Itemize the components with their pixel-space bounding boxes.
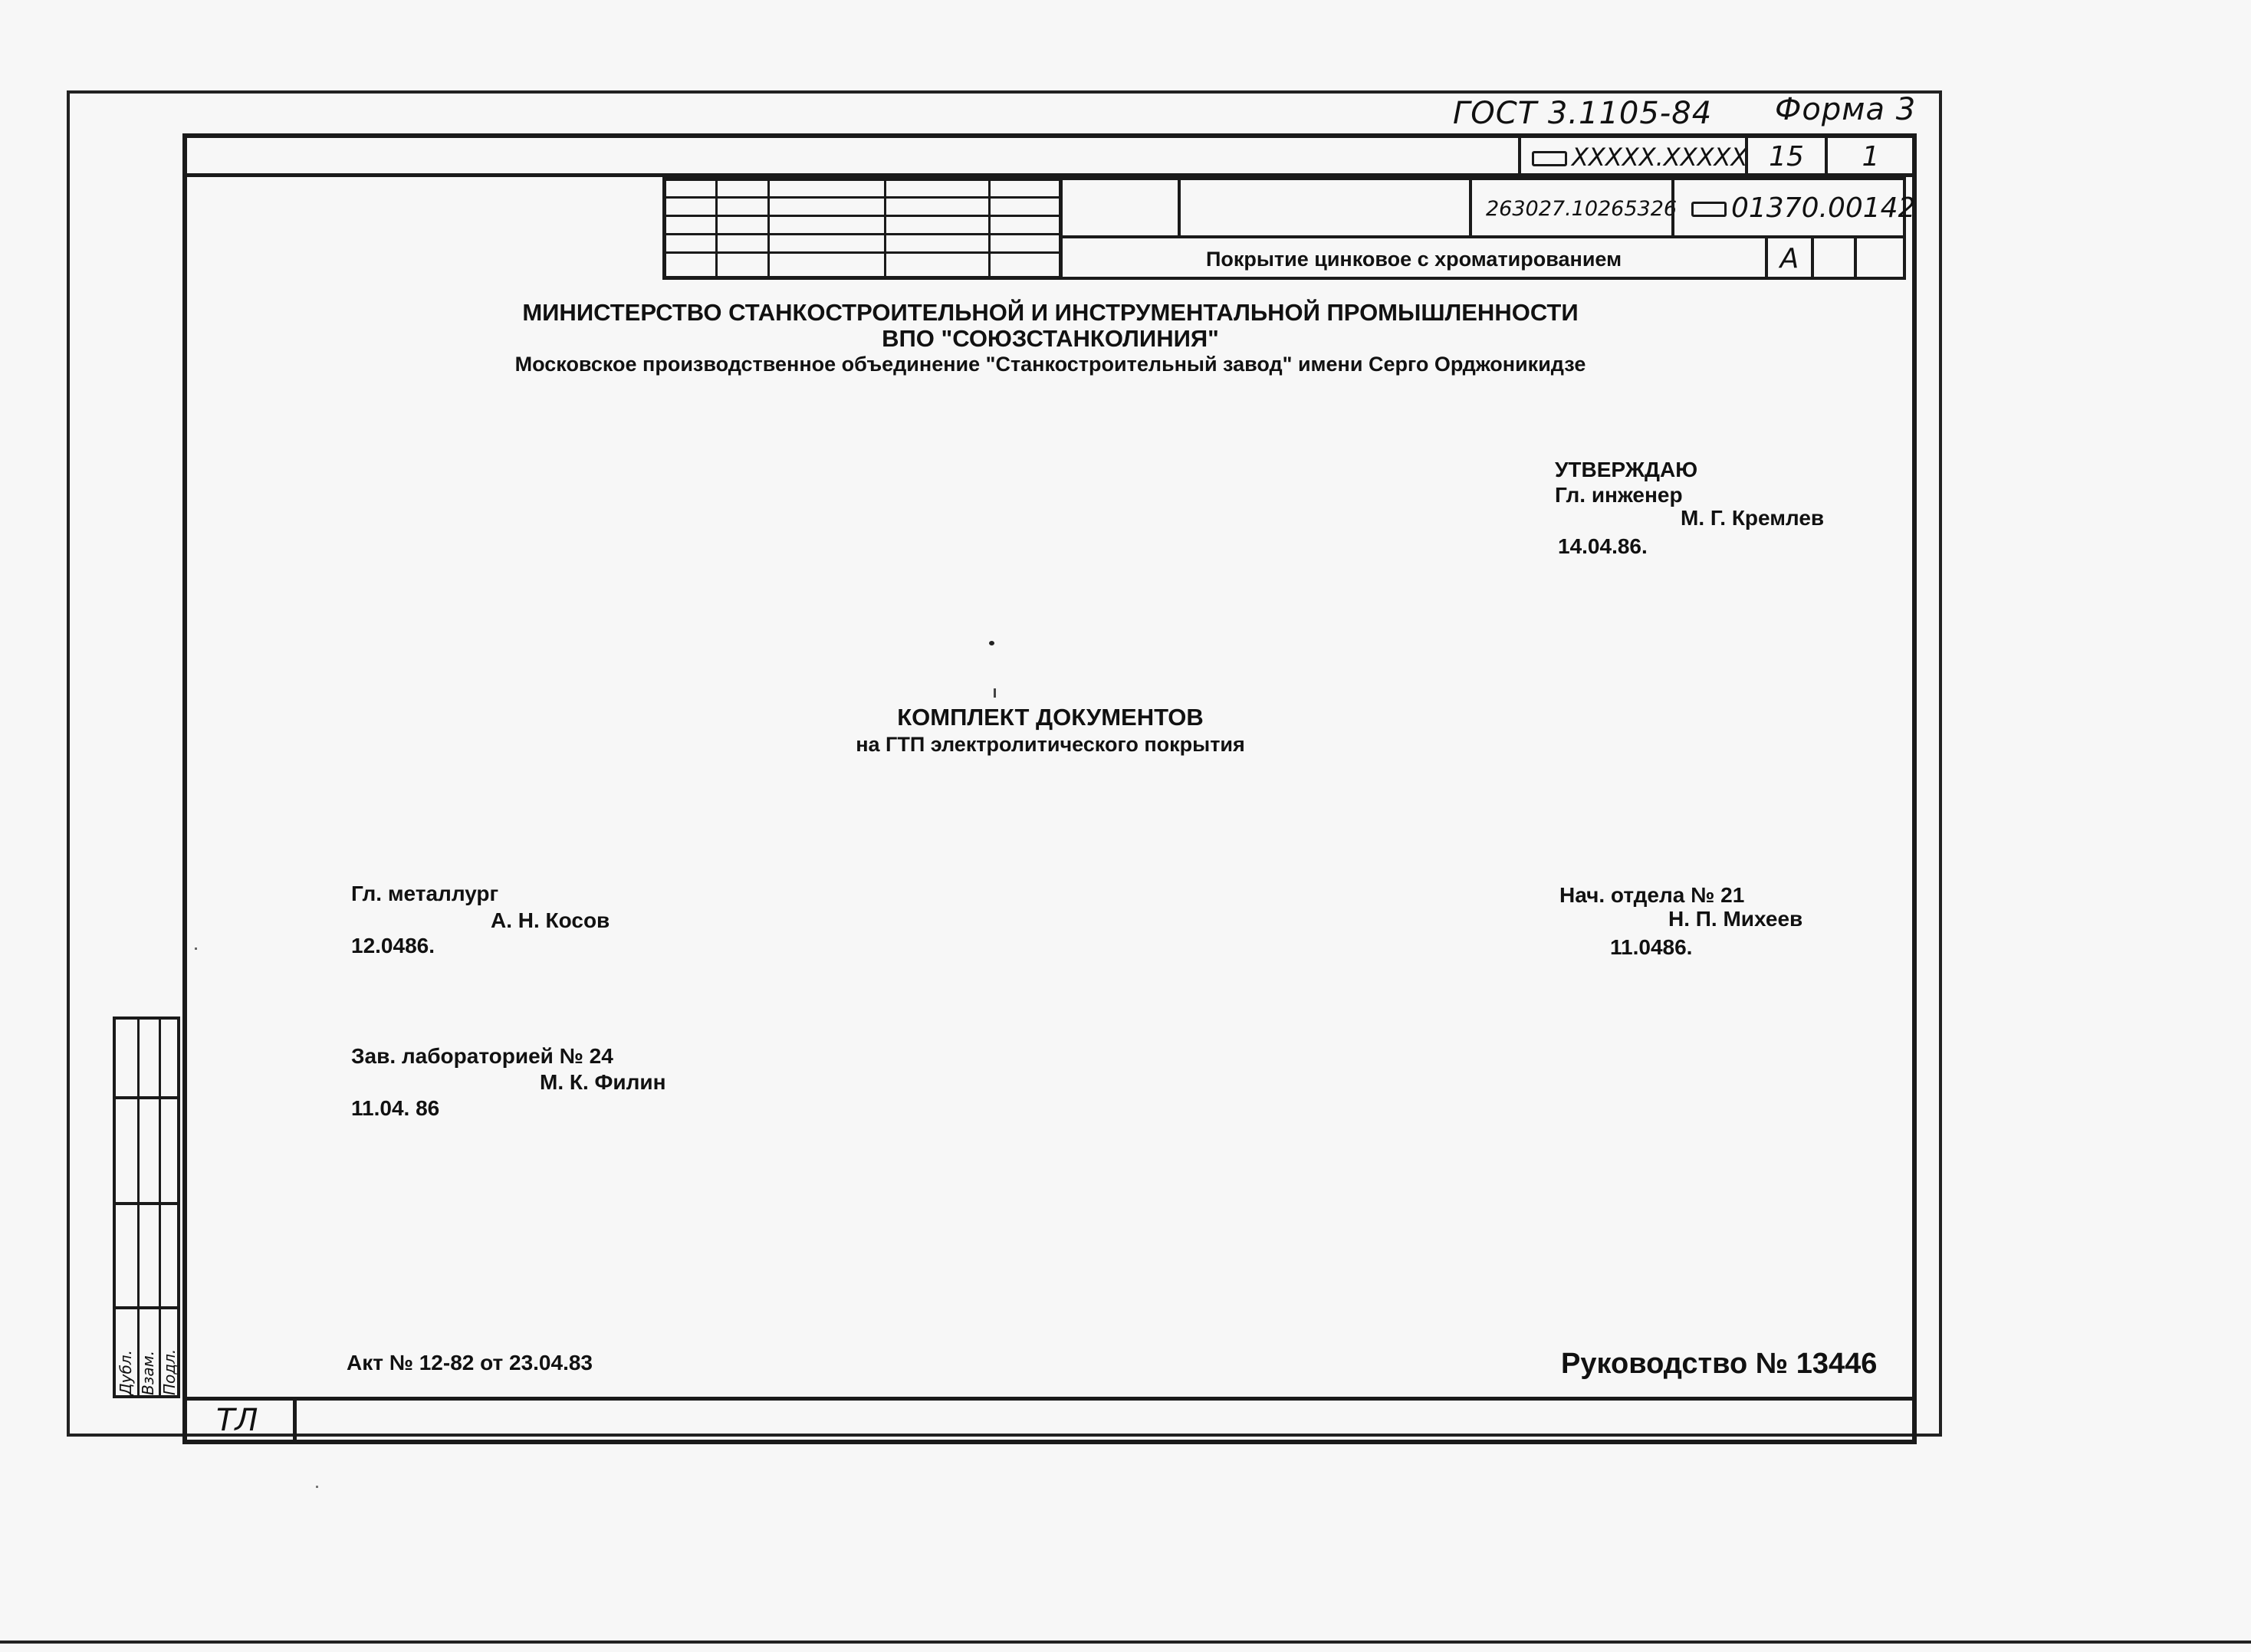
change-record-grid [662, 177, 1063, 280]
scan-speck-4 [316, 1486, 318, 1488]
document-icon-2 [1691, 202, 1727, 217]
scan-speck [989, 641, 994, 645]
signature-role: Гл. металлург [351, 882, 499, 905]
signature-date: 11.04. 86 [351, 1096, 440, 1120]
scan-speck-3 [195, 948, 197, 950]
bottom-band-line [182, 1397, 1917, 1401]
form-number: Форма 3 [1775, 92, 1917, 127]
sheet-number: 1 [1862, 141, 1880, 172]
part-code: 263027.10265326 [1486, 197, 1678, 221]
signature-name: А. Н. Косов [491, 908, 610, 932]
document-icon [1532, 151, 1567, 166]
letter-cell [1765, 235, 1814, 280]
vpo-name: ВПО "СОЮЗСТАНКОЛИНИЯ" [882, 325, 1219, 352]
gost-standard: ГОСТ 3.1105-84 [1453, 96, 1713, 131]
doc-code-cell [1518, 133, 1748, 176]
side-stamp-label: Дубл. [117, 1350, 135, 1395]
signature-name: М. К. Филин [540, 1070, 666, 1094]
item-name-cell [1060, 235, 1768, 280]
sheet-count-cell [1745, 133, 1828, 176]
approval-name: М. Г. Кремлев [1681, 506, 1825, 530]
part-code-cell [1469, 177, 1678, 238]
act-number: Акт № 12-82 от 23.04.83 [347, 1351, 593, 1374]
document-title: КОМПЛЕКТ ДОКУМЕНТОВ [897, 704, 1204, 731]
doc-code: XXXXX.XXXXX [1572, 143, 1748, 172]
approval-label: УТВЕРЖДАЮ [1555, 458, 1698, 481]
blank-cell-4 [1854, 235, 1906, 280]
association-name: Московское производственное объединение "Станкостроительный завод" имени Серго Орджоникидзе [514, 353, 1586, 376]
doc-number: 01370.00142 [1731, 192, 1916, 224]
side-stamp [113, 1016, 180, 1398]
blank-cell-3 [1811, 235, 1857, 280]
signature-date: 12.0486. [351, 934, 435, 957]
signature-role: Нач. отдела № 21 [1559, 883, 1745, 907]
signature-date: 11.0486. [1610, 935, 1693, 959]
approval-role: Гл. инженер [1555, 483, 1683, 507]
approval-date: 14.04.86. [1558, 534, 1648, 558]
signature-name: Н. П. Михеев [1668, 907, 1803, 931]
blank-cell-2 [1178, 177, 1472, 238]
signature-role: Зав. лабораторией № 24 [351, 1044, 613, 1068]
item-name: Покрытие цинковое с хроматированием [1205, 248, 1622, 271]
document-subtitle: на ГТП электролитического покрытия [856, 733, 1245, 756]
side-stamp-label: Взам. [139, 1350, 157, 1395]
side-stamp-label: Подл. [160, 1348, 179, 1395]
ministry-name: МИНИСТЕРСТВО СТАНКОСТРОИТЕЛЬНОЙ И ИНСТРУМЕНТАЛЬНОЙ ПРОМЫШЛЕННОСТИ [522, 299, 1579, 326]
guidance-number: Руководство № 13446 [1561, 1348, 1878, 1380]
letter: А [1779, 243, 1799, 274]
sheet-number-cell [1825, 133, 1917, 176]
bottom-band-divider [293, 1397, 297, 1444]
doc-number-cell [1671, 177, 1916, 238]
document-type: ТЛ [216, 1403, 258, 1438]
blank-cell-1 [1060, 177, 1181, 238]
scan-edge [0, 1641, 2251, 1644]
sheet-count: 15 [1769, 141, 1804, 172]
scan-speck-2 [994, 688, 996, 698]
